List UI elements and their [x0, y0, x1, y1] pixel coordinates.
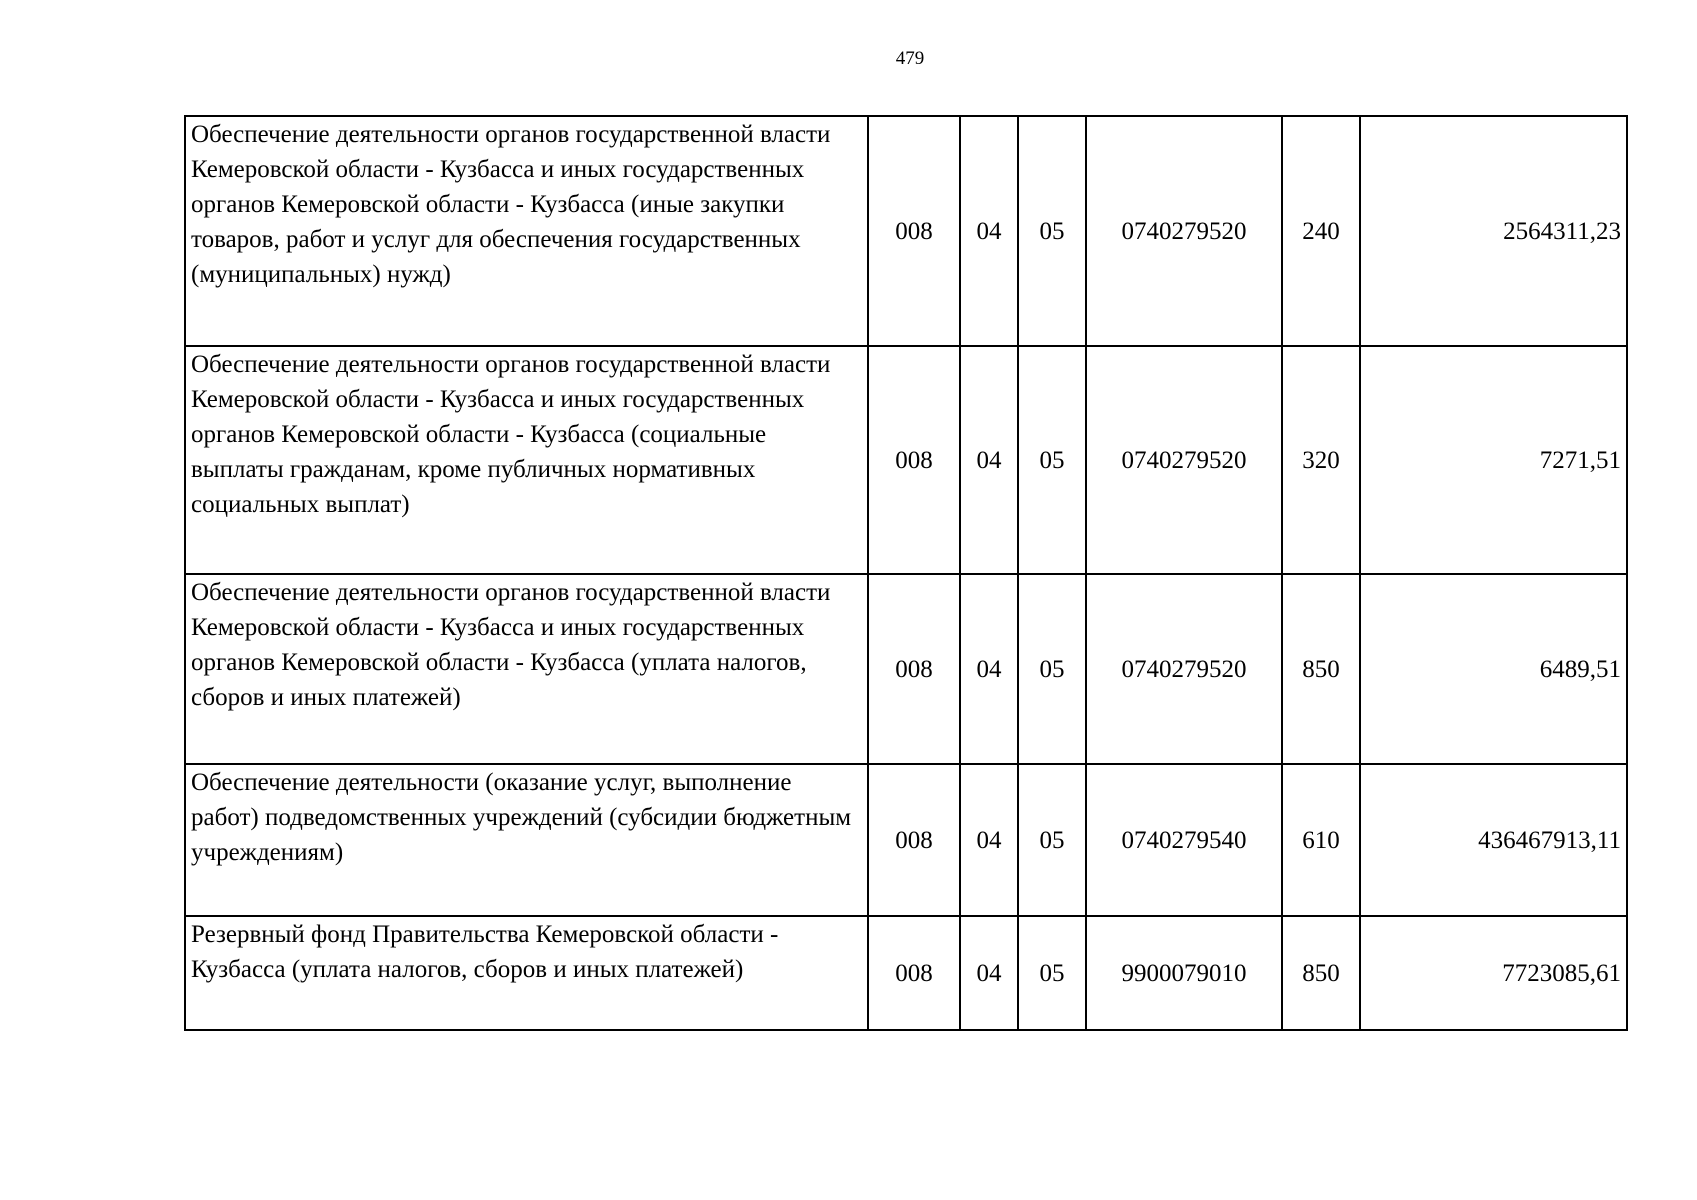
subsection-code: 05	[1018, 346, 1086, 574]
row-description: Обеспечение деятельности органов государственной власти Кемеровской области - Кузбасса и иных государственных органов Кемеровской области - Кузбасса (уплата налогов, сборов и иных платежей)	[185, 574, 868, 764]
table-row	[185, 116, 1627, 346]
amount-value: 6489,51	[1360, 574, 1627, 764]
expense-type-code: 320	[1282, 346, 1360, 574]
expense-type-code: 610	[1282, 764, 1360, 916]
ministry-code: 008	[868, 346, 960, 574]
table-row	[185, 764, 1627, 916]
budget-table	[184, 115, 1628, 1031]
subsection-code: 05	[1018, 764, 1086, 916]
ministry-code: 008	[868, 764, 960, 916]
table-row	[185, 346, 1627, 574]
section-code: 04	[960, 764, 1018, 916]
section-code: 04	[960, 346, 1018, 574]
amount-value: 2564311,23	[1360, 116, 1627, 346]
expense-type-code: 240	[1282, 116, 1360, 346]
section-code: 04	[960, 916, 1018, 1030]
section-code: 04	[960, 574, 1018, 764]
section-code: 04	[960, 116, 1018, 346]
table-row	[185, 574, 1627, 764]
ministry-code: 008	[868, 116, 960, 346]
target-article-code: 0740279540	[1086, 764, 1282, 916]
target-article-code: 0740279520	[1086, 346, 1282, 574]
table-row	[185, 916, 1627, 1030]
amount-value: 7271,51	[1360, 346, 1627, 574]
row-description: Обеспечение деятельности органов государственной власти Кемеровской области - Кузбасса и иных государственных органов Кемеровской области - Кузбасса (социальные выплаты гражданам, кроме публичных нормативных социальных выплат)	[185, 346, 868, 574]
amount-value: 7723085,61	[1360, 916, 1627, 1030]
expense-type-code: 850	[1282, 916, 1360, 1030]
target-article-code: 0740279520	[1086, 116, 1282, 346]
ministry-code: 008	[868, 916, 960, 1030]
ministry-code: 008	[868, 574, 960, 764]
amount-value: 436467913,11	[1360, 764, 1627, 916]
expense-type-code: 850	[1282, 574, 1360, 764]
page-number: 479	[895, 48, 925, 69]
row-description: Обеспечение деятельности (оказание услуг, выполнение работ) подведомственных учреждений (субсидии бюджетным учреждениям)	[185, 764, 868, 916]
subsection-code: 05	[1018, 574, 1086, 764]
row-description: Резервный фонд Правительства Кемеровской области - Кузбасса (уплата налогов, сборов и иных платежей)	[185, 916, 868, 1030]
row-description: Обеспечение деятельности органов государственной власти Кемеровской области - Кузбасса и иных государственных органов Кемеровской области - Кузбасса (иные закупки товаров, работ и услуг для обеспечения государственных (муниципальных) нужд)	[185, 116, 868, 346]
subsection-code: 05	[1018, 916, 1086, 1030]
subsection-code: 05	[1018, 116, 1086, 346]
target-article-code: 0740279520	[1086, 574, 1282, 764]
target-article-code: 9900079010	[1086, 916, 1282, 1030]
